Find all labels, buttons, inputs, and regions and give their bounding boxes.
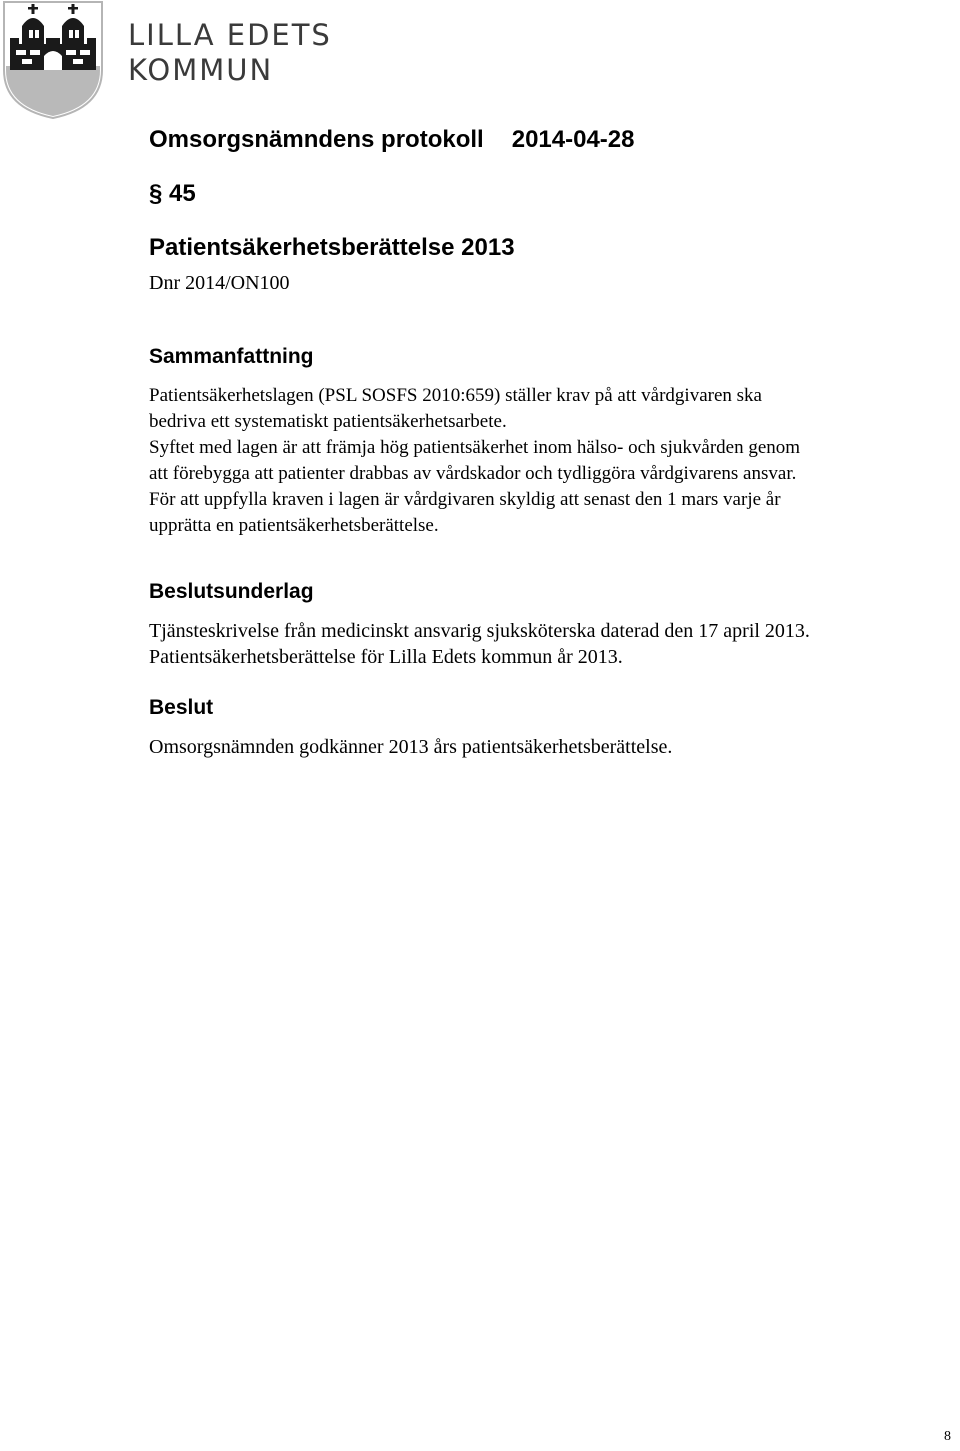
protocol-name: Omsorgsnämndens protokoll xyxy=(149,126,484,153)
decision-basis-line: Tjänsteskrivelse från medicinskt ansvarig sjuksköterska daterad den 17 april 2013. xyxy=(149,620,810,642)
logo-line-2: KOMMUN xyxy=(128,53,274,87)
summary-line: Patientsäkerhetslagen (PSL SOSFS 2010:659) ställer krav på att vårdgivaren ska xyxy=(149,385,762,406)
summary-line: bedriva ett systematiskt patientsäkerhetsarbete. xyxy=(149,411,507,432)
decision-basis-line: Patientsäkerhetsberättelse för Lilla Edets kommun år 2013. xyxy=(149,646,623,668)
summary-line: För att uppfylla kraven i lagen är vårdgivaren skyldig att senast den 1 mars varje år xyxy=(149,489,781,510)
decision-line: Omsorgsnämnden godkänner 2013 års patientsäkerhetsberättelse. xyxy=(149,736,673,758)
municipal-coat-of-arms-icon xyxy=(2,0,104,120)
page-number: 8 xyxy=(944,1429,951,1444)
summary-heading: Sammanfattning xyxy=(149,345,314,368)
decision-heading: Beslut xyxy=(149,696,214,719)
summary-paragraph xyxy=(149,383,800,539)
summary-line: att förebygga att patienter drabbas av vårdskador och tydliggöra vårdgivarens ansvar. xyxy=(149,463,797,484)
decision-basis-heading: Beslutsunderlag xyxy=(149,580,314,603)
municipality-logo-text xyxy=(128,18,332,88)
decision-basis-paragraph xyxy=(149,618,810,670)
summary-line: upprätta en patientsäkerhetsberättelse. xyxy=(149,515,439,536)
summary-line: Syftet med lagen är att främja hög patientsäkerhet inom hälso- och sjukvården genom xyxy=(149,437,801,458)
decision-paragraph xyxy=(149,734,672,760)
protocol-title xyxy=(149,126,634,154)
protocol-date: 2014-04-28 xyxy=(511,126,635,153)
case-title: Patientsäkerhetsberättelse 2013 xyxy=(149,234,515,261)
logo-line-1: LILLA EDETS xyxy=(128,18,332,52)
section-number: § 45 xyxy=(149,180,196,207)
registration-number: Dnr 2014/ON100 xyxy=(149,272,290,294)
